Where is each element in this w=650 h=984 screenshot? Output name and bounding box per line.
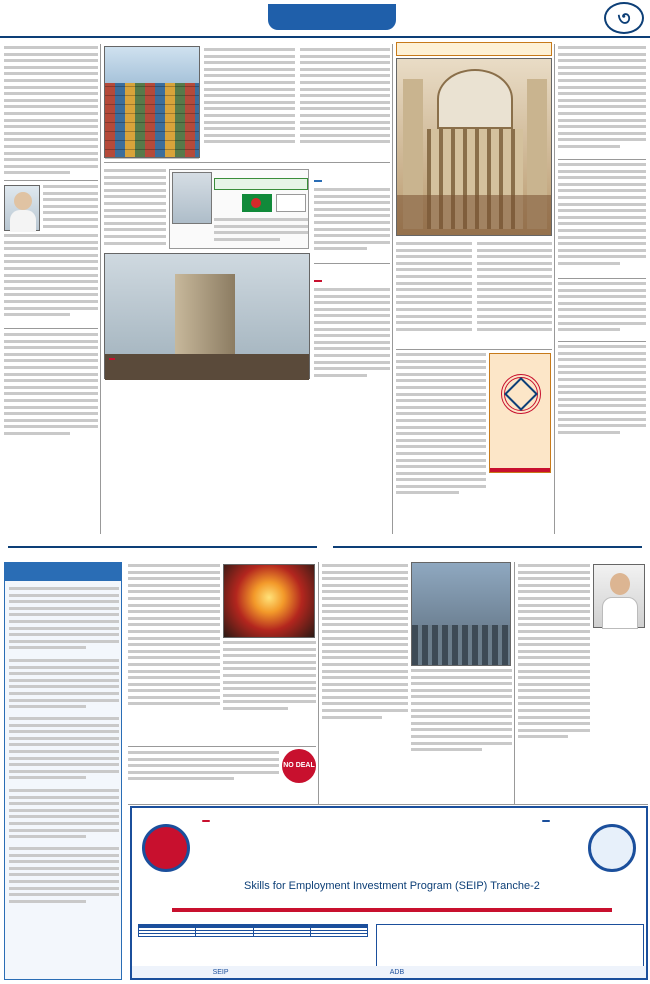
briefs-box	[4, 562, 122, 980]
table-cell	[139, 934, 196, 937]
ad-top-line	[132, 808, 646, 820]
top-left-column	[4, 44, 98, 532]
advertisement[interactable]	[130, 806, 648, 980]
explosion-photo	[223, 564, 315, 638]
tower-photo	[104, 253, 310, 379]
ad-footer	[132, 966, 646, 978]
top-center-column	[104, 42, 390, 534]
ad-course-table	[138, 924, 368, 937]
table-cell	[253, 934, 310, 937]
table-cell	[310, 934, 367, 937]
briefs-title	[5, 563, 121, 581]
person-photo	[4, 185, 40, 231]
bottom-center-lower	[128, 746, 316, 802]
top-right-column	[558, 44, 646, 532]
mini-kicker	[314, 180, 322, 182]
ad-footer-item: SEIP	[212, 968, 229, 976]
photo-label	[109, 358, 115, 360]
container-port-photo	[104, 46, 200, 158]
nodeal-text: NO DEAL	[283, 762, 315, 769]
section-title	[268, 4, 396, 30]
ad-logo-right	[588, 824, 636, 872]
nodeal-sign	[282, 749, 316, 783]
inset-kicker	[214, 178, 308, 190]
story-body	[4, 46, 98, 176]
newspaper-logo[interactable]	[6, 5, 124, 33]
masthead	[0, 0, 650, 38]
page-number: ৩	[604, 2, 644, 34]
feature-column	[396, 42, 552, 534]
table-cell	[196, 934, 253, 937]
mosque-photo	[396, 58, 552, 236]
ad-logo-left	[142, 824, 190, 872]
person-photo	[593, 564, 645, 628]
bottom-middle-column	[322, 562, 512, 804]
storm-photo	[411, 562, 511, 666]
mini-kicker	[314, 280, 322, 282]
ad-badge-right	[542, 820, 550, 822]
bottom-right-column	[518, 562, 646, 804]
ad-footer-item: ADB	[389, 968, 405, 976]
ad-badge-left	[202, 820, 210, 822]
table-row	[139, 934, 368, 937]
section-band	[0, 536, 650, 558]
motif-label	[490, 468, 550, 472]
ad-english-title: Skills for Employment Investment Program (SEIP) Tranche-2	[244, 880, 540, 892]
ad-batch-line	[172, 908, 612, 912]
politics-inset	[169, 169, 309, 249]
feature-banner	[396, 42, 552, 56]
motif-graphic	[489, 353, 551, 473]
